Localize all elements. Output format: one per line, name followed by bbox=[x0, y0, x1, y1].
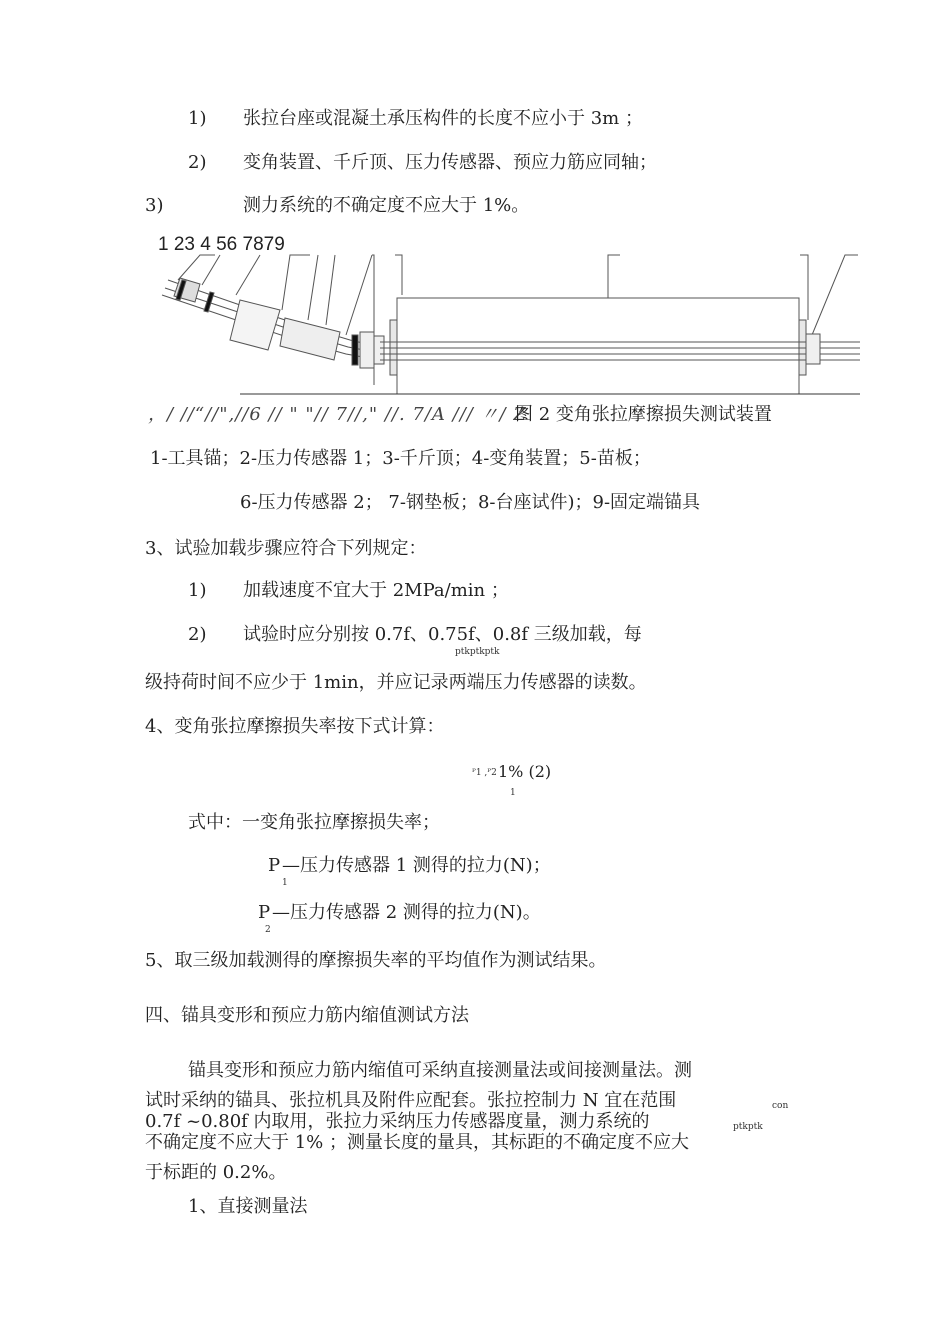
p1-subscript: 1 bbox=[282, 878, 288, 888]
figure-caption: 图 2 变角张拉摩擦损失测试装置 bbox=[515, 404, 772, 425]
friction-test-apparatus-diagram bbox=[140, 250, 860, 400]
formula-subscripts: ᴾ1 ,ᴾ2 bbox=[472, 768, 497, 778]
req-item2-text: 变角装置、千斤顶、压力传感器、预应力筋应同轴； bbox=[243, 152, 657, 173]
req-item3-number: 3) bbox=[145, 195, 164, 216]
section5-text: 5、取三级加载测得的摩擦损失率的平均值作为测试结果。 bbox=[145, 950, 607, 971]
section3-item2-text: 试验时应分别按 0.7f、0.75f、0.8f 三级加载，每 bbox=[243, 624, 642, 645]
direct-measurement-heading: 1、直接测量法 bbox=[188, 1196, 308, 1217]
p2-subscript: 2 bbox=[265, 925, 271, 935]
req-item1-number: 1) bbox=[188, 108, 207, 129]
p1-symbol: P bbox=[268, 855, 281, 876]
paragraph-line5: 于标距的 0.2%。 bbox=[145, 1162, 287, 1183]
paragraph-line2: 试时采纳的锚具、张拉机具及附件应配套。张拉控制力 N 宜在范围 bbox=[145, 1090, 677, 1111]
formula-main: 1% (2) bbox=[498, 762, 552, 781]
section3-item1-text: 加载速度不宜大于 2MPa/min ； bbox=[243, 580, 509, 601]
p2-symbol: P bbox=[258, 902, 271, 923]
p1-definition: —压力传感器 1 测得的拉力(N)； bbox=[282, 855, 551, 876]
section3-item2-subscripts: ptkptkptk bbox=[455, 647, 500, 657]
p2-definition: —压力传感器 2 测得的拉力(N)。 bbox=[272, 902, 541, 923]
paragraph-line4: 不确定度不应大于 1% ；测量长度的量具，其标距的不确定度不应大 bbox=[145, 1132, 689, 1153]
req-item2-number: 2) bbox=[188, 152, 207, 173]
req-item3-text: 测力系统的不确定度不应大于 1%。 bbox=[243, 195, 530, 216]
formula-where-line: 式中：一变角张拉摩擦损失率； bbox=[188, 812, 440, 833]
req-item1-text: 张拉台座或混凝土承压构件的长度不应小于 3m ； bbox=[243, 108, 643, 129]
paragraph-line3-subscript: ptkptk bbox=[733, 1122, 763, 1132]
paragraph-line1: 锚具变形和预应力筋内缩值可采纳直接测量法或间接测量法。测 bbox=[188, 1060, 692, 1081]
figure-garbled-labels: ，/ //“//",//6 // " "// 7//," //. 7/A /// 〃/ Z bbox=[148, 404, 527, 425]
formula-denominator: 1 bbox=[510, 788, 516, 798]
section3-item2-continuation: 级持荷时间不应少于 1min，并应记录两端压力传感器的读数。 bbox=[145, 672, 647, 693]
paragraph-line2-subscript: con bbox=[772, 1101, 789, 1111]
section3-item1-number: 1) bbox=[188, 580, 207, 601]
paragraph-line3: 0.7f ~0.80f 内取用，张拉力采纳压力传感器度量，测力系统的 bbox=[145, 1111, 650, 1132]
figure-legend-line1: 1-工具锚；2-压力传感器 1；3-千斤顶；4-变角装置；5-苗板； bbox=[150, 448, 651, 469]
section3-item2-number: 2) bbox=[188, 624, 207, 645]
section3-heading: 3、试验加载步骤应符合下列规定： bbox=[145, 538, 427, 559]
figure-legend-line2: 6-压力传感器 2； 7-钢垫板；8-台座试件)；9-固定端锚具 bbox=[240, 492, 701, 513]
figure-part-numbers: 1 23 4 56 7879 bbox=[158, 234, 285, 255]
part4-heading: 四、锚具变形和预应力筋内缩值测试方法 bbox=[145, 1005, 469, 1026]
section4-heading: 4、变角张拉摩擦损失率按下式计算： bbox=[145, 716, 445, 737]
